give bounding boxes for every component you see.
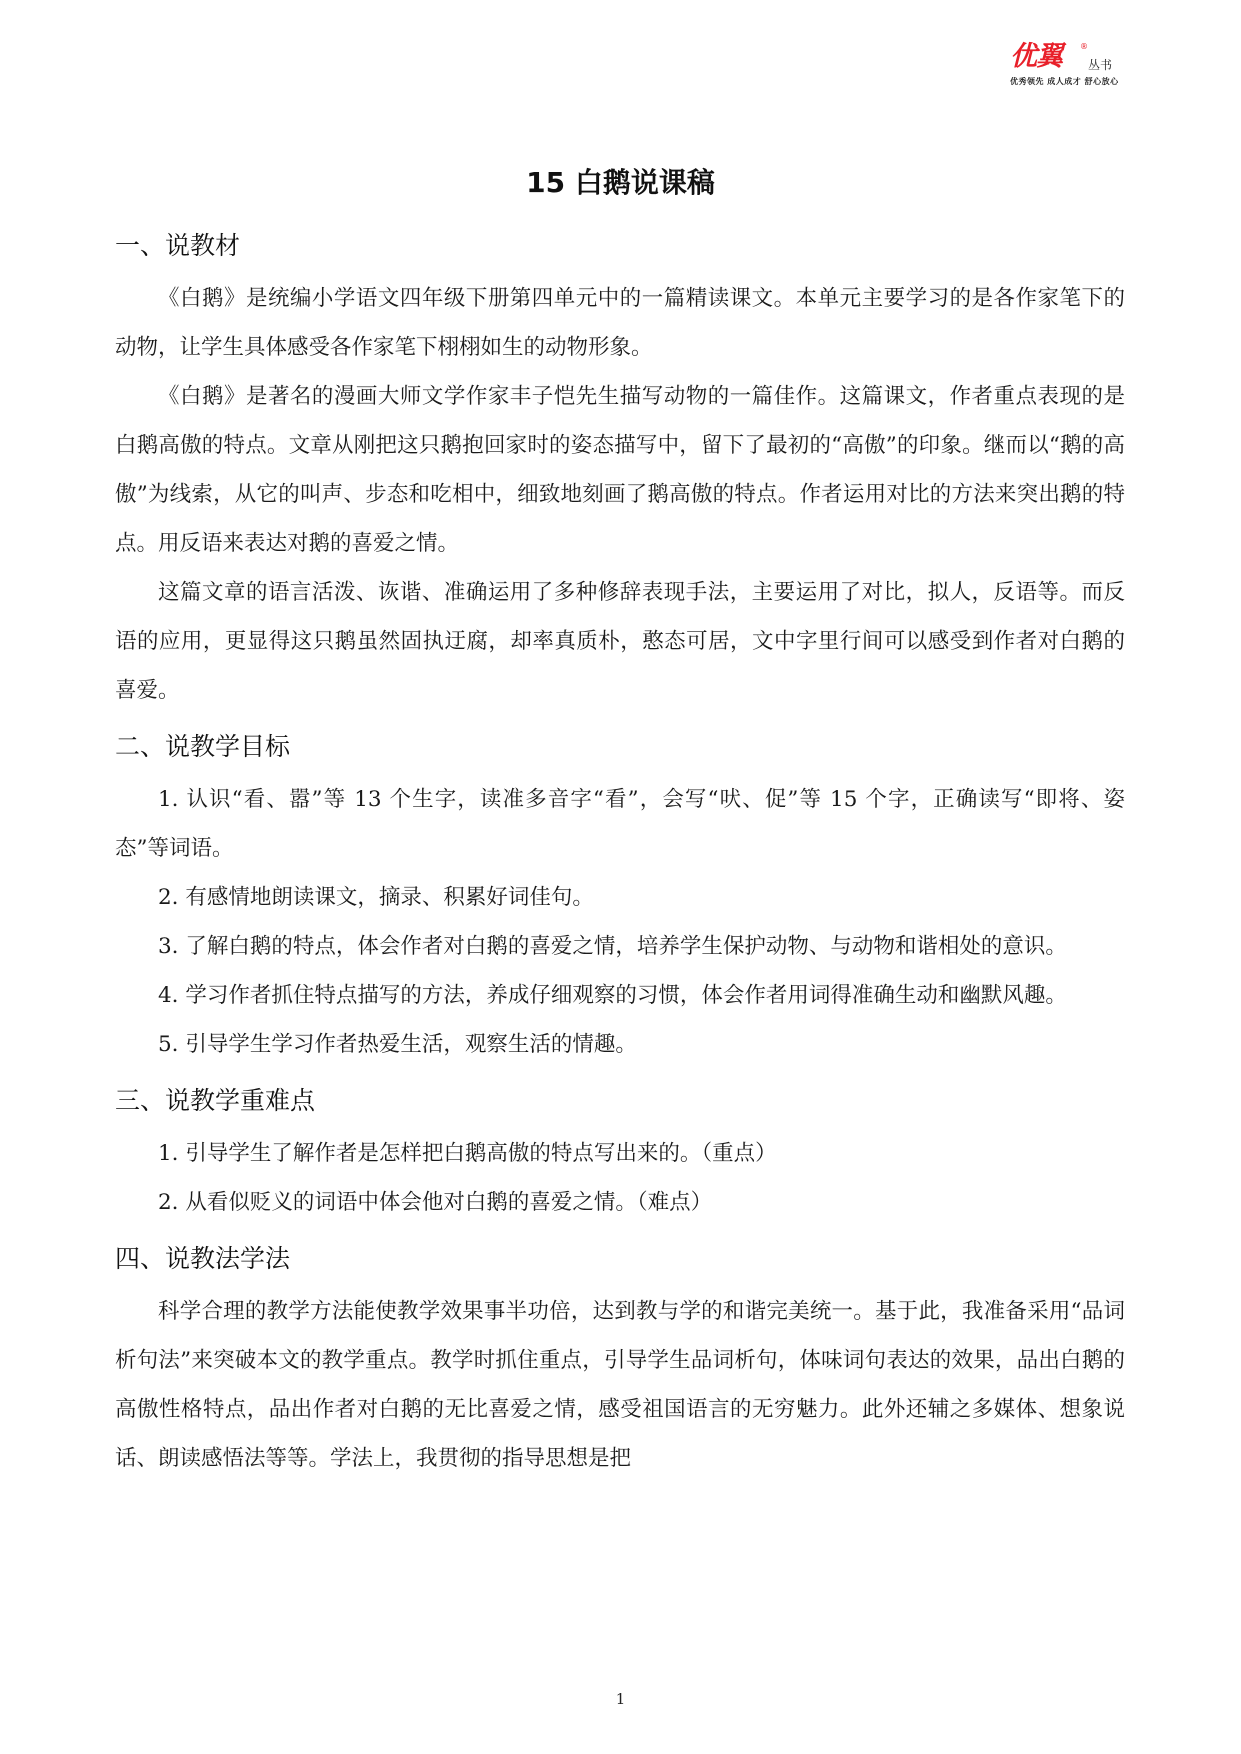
page-number: 1	[615, 1690, 626, 1708]
paragraph: 2. 从看似贬义的词语中体会他对白鹅的喜爱之情。（难点）	[158, 1190, 713, 1215]
document-title: 15 白鹅说课稿	[526, 166, 715, 199]
paragraph: 5. 引导学生学习作者热爱生活，观察生活的情趣。	[158, 1032, 637, 1057]
section-heading-objectives: 二、说教学目标	[115, 732, 291, 761]
paragraph: 1. 认识“看、嚣”等 13 个生字，读准多音字“看”，会写“吠、促”等 15 个字，正确读写“即将、姿态”等词语。	[115, 787, 1125, 861]
paragraph: 《白鹅》是统编小学语文四年级下册第四单元中的一篇精读课文。本单元主要学习的是各作家笔下的动物，让学生具体感受各作家笔下栩栩如生的动物形象。	[115, 286, 1125, 360]
logo-registered-mark: ®	[1080, 42, 1088, 51]
paragraph: 3. 了解白鹅的特点，体会作者对白鹅的喜爱之情，培养学生保护动物、与动物和谐相处的意识。	[158, 934, 1067, 959]
paragraph: 《白鹅》是著名的漫画大师文学作家丰子恺先生描写动物的一篇佳作。这篇课文，作者重点表现的是白鹅高傲的特点。文章从刚把这只鹅抱回家时的姿态描写中，留下了最初的“高傲”的印象。继而以“鹅的高傲”为线索，从它的叫声、步态和吃相中，细致地刻画了鹅高傲的特点。作者运用对比的方法来突出鹅的特点。用反语来表达对鹅的喜爱之情。	[115, 384, 1125, 556]
section-gap	[115, 715, 1125, 727]
brand-logo	[1010, 42, 1130, 92]
section-gap	[115, 1069, 1125, 1081]
logo-brand-text: 优翼	[1010, 41, 1062, 72]
section-gap	[115, 1227, 1125, 1239]
paragraph: 2. 有感情地朗读课文，摘录、积累好词佳句。	[158, 885, 594, 910]
paragraph: 这篇文章的语言活泼、诙谐、准确运用了多种修辞表现手法，主要运用了对比，拟人，反语等。而反语的应用，更显得这只鹅虽然固执迂腐，却率真质朴，憨态可居，文中字里行间可以感受到作者对白鹅的喜爱。	[115, 580, 1125, 703]
section-heading-textbook: 一、说教材	[115, 231, 241, 260]
logo-slogan: 优秀领先 成人成才 舒心放心	[1010, 77, 1119, 86]
paragraph: 4. 学习作者抓住特点描写的方法，养成仔细观察的习惯，体会作者用词得准确生动和幽默风趣。	[158, 983, 1067, 1008]
logo-series-text: 丛书	[1088, 58, 1113, 72]
document-body	[115, 226, 1125, 1483]
paragraph: 1. 引导学生了解作者是怎样把白鹅高傲的特点写出来的。（重点）	[158, 1141, 777, 1166]
paragraph: 科学合理的教学方法能使教学效果事半功倍，达到教与学的和谐完美统一。基于此，我准备采用“品词析句法”来突破本文的教学重点。教学时抓住重点，引导学生品词析句，体味词句表达的效果，品出白鹅的高傲性格特点，品出作者对白鹅的无比喜爱之情，感受祖国语言的无穷魅力。此外还辅之多媒体、想象说话、朗读感悟法等等。学法上，我贯彻的指导思想是把	[115, 1299, 1125, 1471]
section-heading-methods: 四、说教法学法	[115, 1244, 291, 1273]
section-heading-key-points: 三、说教学重难点	[115, 1086, 316, 1115]
